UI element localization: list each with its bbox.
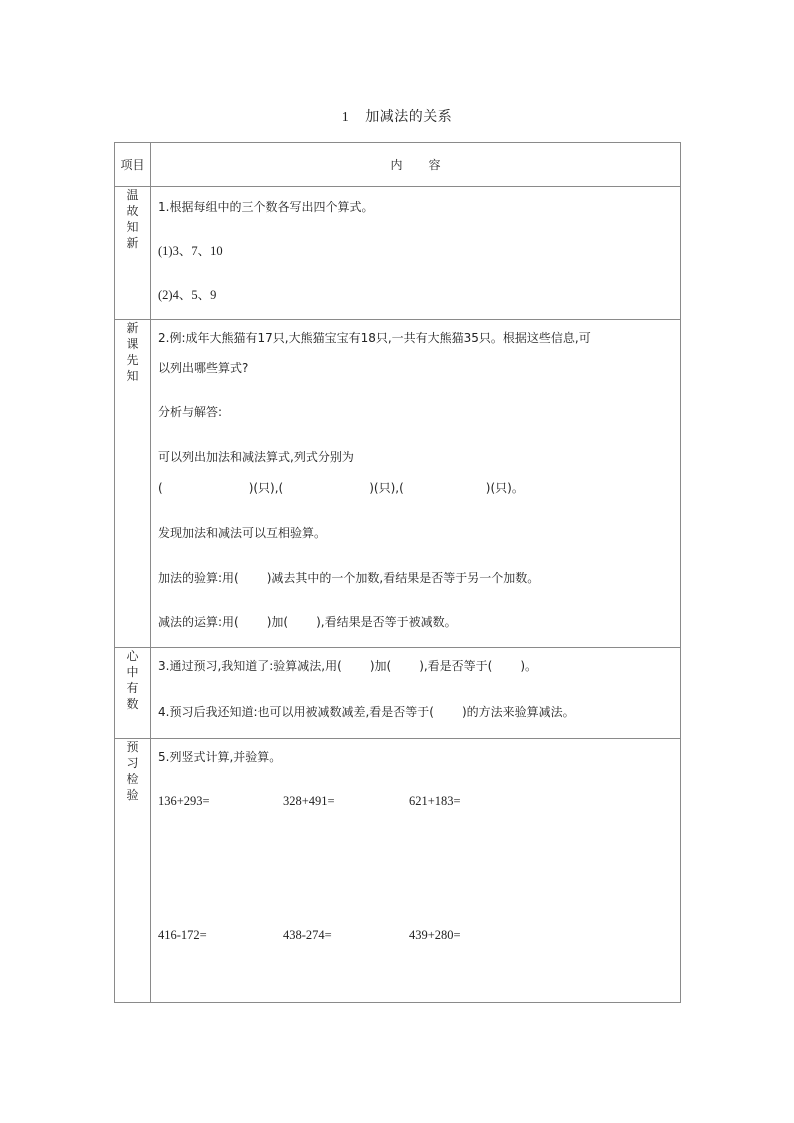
title-number: 1 [341, 110, 350, 125]
calc-problem: 439+280= [409, 928, 461, 942]
section-content-preview-check [151, 739, 681, 1003]
question-1: 1.根据每组中的三个数各写出四个算式。 [158, 200, 374, 214]
header-content-a: 内 [390, 158, 403, 172]
header-content [151, 143, 681, 187]
section-content-review [151, 187, 681, 320]
section-new-lesson [115, 320, 681, 648]
sub-calc-line: 减法的运算:用( )加( ),看结果是否等于被减数。 [158, 615, 457, 629]
question-2-line-1: 2.例:成年大熊猫有17只,大熊猫宝宝有18只,一共有大熊猫35只。根据这些信息,可 [158, 331, 591, 345]
formula-intro: 可以列出加法和减法算式,列式分别为 [158, 450, 354, 464]
add-check-line: 加法的验算:用( )减去其中的一个加数,看结果是否等于另一个加数。 [158, 571, 540, 585]
header-row [115, 143, 681, 187]
calc-problem: 621+183= [409, 794, 461, 808]
question-5: 5.列竖式计算,并验算。 [158, 750, 282, 764]
section-content-in-mind [151, 648, 681, 739]
section-label-preview-check: 预习检验 [115, 739, 151, 1003]
discover-text: 发现加法和减法可以互相验算。 [158, 526, 327, 540]
calc-problem: 416-172= [158, 928, 207, 942]
question-2-line-2: 以列出哪些算式? [158, 361, 249, 375]
formula-blanks: ( )(只),( )(只),( )(只)。 [158, 481, 524, 495]
item-1: (1)3、7、10 [158, 244, 223, 258]
header-label: 项目 [115, 143, 151, 187]
calc-problem: 136+293= [158, 794, 210, 808]
worksheet-table [114, 142, 681, 1003]
calc-problem: 328+491= [283, 794, 335, 808]
section-preview-check [115, 739, 681, 1003]
section-in-mind [115, 648, 681, 739]
header-content-b: 容 [428, 158, 441, 172]
question-4: 4.预习后我还知道:也可以用被减数减差,看是否等于( )的方法来验算减法。 [158, 705, 575, 719]
item-2: (2)4、5、9 [158, 288, 217, 302]
title-text: 加减法的关系 [365, 109, 453, 125]
section-content-new-lesson [151, 320, 681, 648]
section-label-review: 温故知新 [115, 187, 151, 320]
analysis-label: 分析与解答: [158, 405, 223, 419]
section-label-new-lesson: 新课先知 [115, 320, 151, 648]
question-3: 3.通过预习,我知道了:验算减法,用( )加( ),看是否等于( )。 [158, 659, 538, 673]
calc-problem: 438-274= [283, 928, 332, 942]
section-review [115, 187, 681, 320]
section-label-in-mind: 心中有数 [115, 648, 151, 739]
page-title [0, 106, 794, 126]
